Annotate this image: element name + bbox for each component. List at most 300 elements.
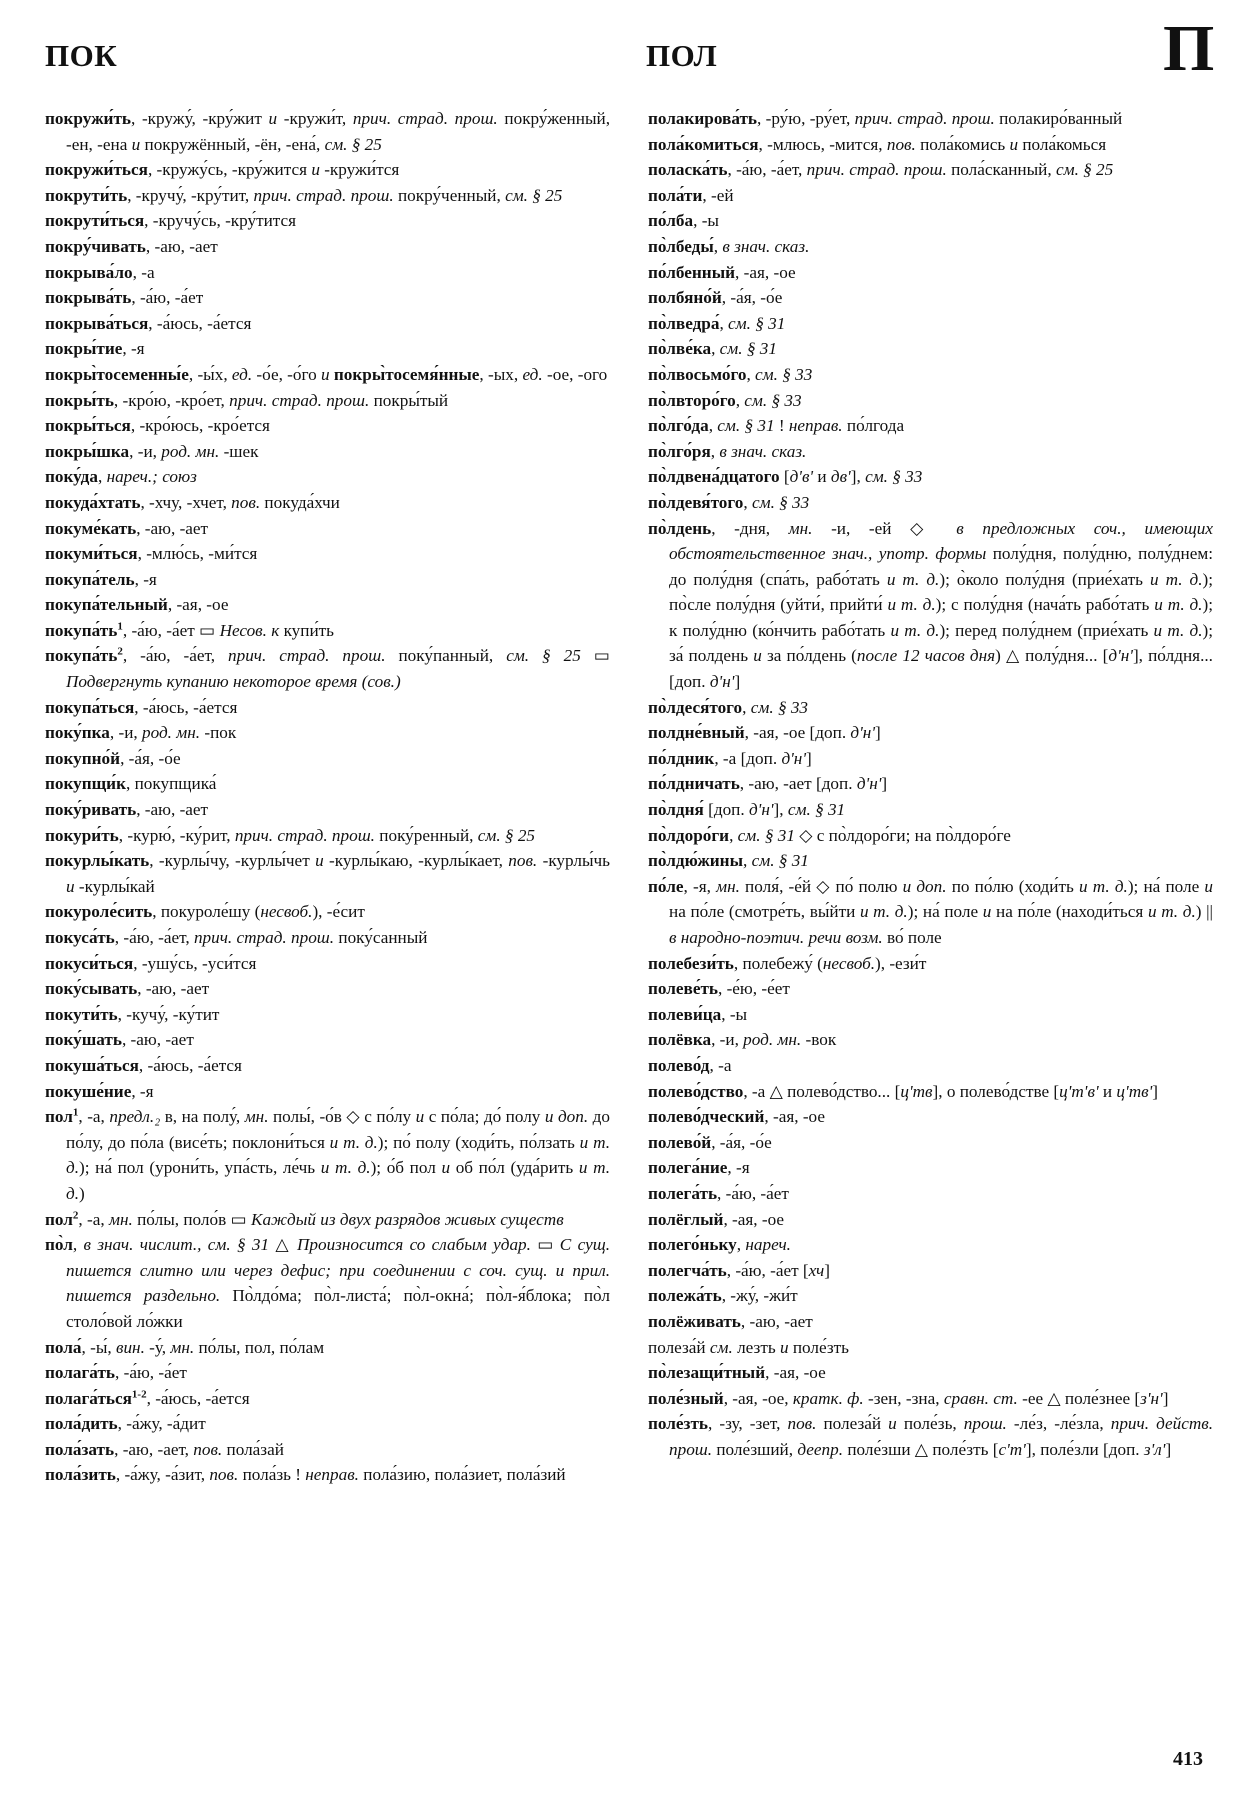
entry-text: , -а́ю, -а́ет <box>131 288 204 308</box>
entry-note: прич. страд. прош. <box>229 390 370 410</box>
dictionary-entry <box>45 388 610 414</box>
entry-text: на по́ле (находи́ться <box>991 902 1148 922</box>
entry-note: прич. страд. прош. <box>234 825 375 845</box>
dictionary-entry <box>45 1053 610 1079</box>
dictionary-entry <box>648 1181 1213 1207</box>
entry-note: нареч.; союз <box>106 467 197 487</box>
entry-note: кратк. ф. <box>792 1388 864 1408</box>
entry-text: , <box>708 416 718 436</box>
dictionary-column-left <box>45 106 610 1488</box>
entry-headword: полага́ть <box>45 1363 115 1383</box>
entry-note: прич. страд. прош. <box>854 109 995 128</box>
dictionary-entry <box>648 951 1213 977</box>
dictionary-entry <box>45 823 610 849</box>
entry-headword: покружи́ться <box>45 160 148 180</box>
entry-text: -ое, -ого <box>542 364 608 384</box>
entry-note: и т. д. <box>1149 569 1203 589</box>
dictionary-entry <box>45 311 610 337</box>
dictionary-entry <box>648 1207 1213 1233</box>
entry-text: -ее △ поле́знее [ <box>1017 1388 1141 1408</box>
entry-note: прич. страд. прош. <box>806 160 947 180</box>
entry-text: , -а́жу, -а́зит, <box>115 1465 210 1485</box>
entry-text: [ <box>779 467 790 487</box>
entry-text: , -хчу, -хчет, <box>140 492 232 512</box>
entry-text: По̀лдо́ма; по̀л-листа́; по̀л-окна́; по̀л-я́блока; по̀л столо́вой ло́жки <box>66 1286 610 1331</box>
entry-text: полакиро́ванный <box>994 109 1123 128</box>
entry-note: см. § 25 <box>324 134 382 154</box>
entry-headword: пол <box>45 1209 73 1229</box>
entry-note: см. § 25 <box>505 185 563 205</box>
entry-headword: покупщи́к <box>45 774 126 794</box>
entry-note: и <box>888 1414 897 1434</box>
entry-text: , -а, <box>78 1209 109 1229</box>
dictionary-entry <box>45 1079 610 1105</box>
entry-text: ] <box>875 723 881 743</box>
entry-headword: покры̀тосемя́нные <box>333 364 480 384</box>
entry-text: , -а́я, -о́е <box>711 1132 772 1152</box>
entry-note: и т. д. <box>887 595 936 615</box>
entry-text: по́лгода <box>842 416 905 436</box>
entry-headword: покуса́ть <box>45 928 115 947</box>
entry-text: , -млю́сь, -ми́тся <box>137 544 258 564</box>
entry-text: пола́зай <box>222 1439 284 1459</box>
entry-text: , -ру́ю, -ру́ет, <box>757 109 855 128</box>
entry-note: и <box>982 902 992 922</box>
dictionary-entry <box>648 1360 1213 1386</box>
entry-text: , -курю́, -ку́рит, <box>118 825 235 845</box>
entry-note: и <box>131 134 141 154</box>
entry-text: , -ая, -ое <box>723 1209 785 1229</box>
entry-text: , -а́ю, -а́ет <box>115 1363 187 1383</box>
entry-text: ); к полу́дню (ко́нчить рабо́тать <box>669 595 1213 640</box>
dictionary-entry <box>45 592 610 618</box>
entry-text: ); на́ пол (урони́ть, упа́сть, ле́чь <box>79 1158 321 1178</box>
dictionary-entry <box>45 1207 610 1233</box>
entry-text: , <box>97 467 107 487</box>
dictionary-entry <box>648 183 1213 209</box>
dictionary-entry <box>648 746 1213 772</box>
entry-text: , -кро́ю, -кро́ет, <box>113 390 230 410</box>
entry-headword: покупа́тель <box>45 569 135 589</box>
entry-text: , -ей <box>702 185 734 205</box>
entry-text: , -а △ полево́дство... [ <box>743 1081 901 1101</box>
dictionary-entry <box>648 1411 1213 1462</box>
entry-text: поля́, -е́й ◇ по́ полю <box>739 876 903 896</box>
entry-note: дʹнʹ <box>781 748 807 768</box>
entry-headword: по́лбенный <box>648 262 736 282</box>
dictionary-entry <box>648 1104 1213 1130</box>
entry-text: поле́зши △ поле́зть [ <box>843 1439 999 1459</box>
entry-text: полеза́й <box>816 1414 889 1434</box>
dictionary-entry <box>45 1232 610 1334</box>
entry-note: зʹлʹ <box>1143 1439 1166 1459</box>
entry-text: , -я <box>727 1158 750 1178</box>
entry-note: род. мн. <box>142 723 201 743</box>
entry-note: в предложных соч., имеющих обстоятельственное знач., употр. формы <box>669 518 1213 564</box>
entry-headword: полёглый <box>648 1209 724 1229</box>
dictionary-entry <box>45 464 610 490</box>
entry-note: см. § 33 <box>865 467 923 487</box>
entry-headword: поку́пка <box>45 723 110 743</box>
entry-note: в народно-поэтич. речи возм. <box>669 928 883 947</box>
entry-headword: по̀лдевя́того <box>648 492 744 512</box>
dictionary-entry <box>45 567 610 593</box>
entry-note: см. § 31 <box>787 800 846 820</box>
dictionary-entry <box>648 823 1213 849</box>
entry-text: , -а, <box>78 1107 110 1127</box>
entry-text: ], <box>773 800 788 820</box>
entry-note: см. <box>709 1337 733 1357</box>
dictionary-entry <box>45 848 610 899</box>
entry-note: в знач. сказ. <box>722 236 810 256</box>
entry-note: и <box>321 364 330 384</box>
entry-text: , <box>710 441 720 461</box>
dictionary-entry <box>45 260 610 286</box>
entry-text: , -а <box>709 1055 732 1075</box>
dictionary-entry <box>648 106 1213 132</box>
entry-text: , покуроле́шу ( <box>152 902 261 922</box>
homonym-index: 2 <box>117 645 123 658</box>
entry-text: -ле́з, -ле́зла, <box>1006 1414 1111 1434</box>
entry-text: , -аю, -ает <box>145 236 218 256</box>
entry-text: ), -е́сит <box>312 902 365 922</box>
entry-text: [доп. <box>703 800 749 820</box>
entry-headword: покупа́тельный <box>45 595 168 615</box>
entry-text: ] <box>734 672 741 692</box>
entry-headword: покуроле́сить <box>45 902 153 922</box>
entry-headword: полега́ть <box>648 1183 718 1203</box>
entry-text: ] <box>1152 1081 1158 1101</box>
entry-note: и т. д. <box>329 1132 378 1152</box>
entry-headword: покути́ть <box>45 1004 118 1024</box>
entry-text: , -кучу́, -ку́тит <box>117 1004 220 1024</box>
dictionary-entry <box>648 720 1213 746</box>
entry-text: , -млюсь, -мится, <box>758 134 887 154</box>
entry-note: дʹнʹ <box>856 774 882 794</box>
entry-text: ], <box>850 467 866 487</box>
entry-text: на по́ле (смотре́ть, вы́йти <box>669 902 860 922</box>
entry-note: и т. д. <box>859 902 908 922</box>
entry-text: , -аю, -ает <box>137 979 210 999</box>
dictionary-entry <box>45 643 610 694</box>
entry-text: -зен, -зна, <box>863 1388 944 1408</box>
entry-headword: покрыва́ло <box>45 262 133 282</box>
entry-note: мн. <box>716 876 740 896</box>
dictionary-entry <box>648 208 1213 234</box>
entry-headword: по̀л <box>45 1235 73 1255</box>
dictionary-entry <box>648 1130 1213 1156</box>
entry-text: , -аю, -ает, <box>114 1439 194 1459</box>
entry-text: , -жу́, -жи́т <box>721 1286 798 1306</box>
entry-headword: полебези́ть <box>648 953 734 973</box>
entry-note: и <box>415 1107 425 1127</box>
entry-headword: покры́ться <box>45 416 131 436</box>
entry-text: полу́дня, полу́дню, полу́днем: до полу́дня (спа́ть, рабо́тать <box>669 544 1213 589</box>
entry-headword: покры́шка <box>45 441 130 461</box>
entry-text: , -а́ю, -а́ет, <box>122 646 229 666</box>
entry-text: лезть <box>732 1337 780 1357</box>
entry-note: род. мн. <box>161 441 220 461</box>
entry-headword: по̀лдня́ <box>648 800 704 820</box>
entry-headword: полево́дческий <box>648 1107 765 1127</box>
entry-headword: поле́зный <box>648 1388 724 1408</box>
entry-text: , <box>743 851 752 871</box>
entry-headword: покурлы́кать <box>45 851 150 871</box>
entry-headword: по́ле <box>648 876 684 896</box>
entry-note: Несов. к <box>219 620 280 640</box>
entry-headword: по̀лго́да <box>648 416 709 436</box>
entry-headword: покрыва́ть <box>45 288 132 308</box>
entry-note: пов. <box>508 851 538 871</box>
entry-headword: полегча́ть <box>648 1260 727 1280</box>
homonym-index: 1 <box>117 620 123 633</box>
homonym-index: 1 <box>72 1106 79 1119</box>
entry-note: прош. <box>963 1414 1007 1434</box>
entry-headword: покуда́хтать <box>45 492 141 512</box>
entry-headword: поку́ривать <box>45 800 137 820</box>
entry-text: покру́женный, -ен, -ена <box>66 109 610 154</box>
entry-headword: покружи́ть <box>45 109 131 128</box>
entry-text: , -а́юсь, -а́ется <box>146 1388 250 1408</box>
dictionary-entry <box>648 1386 1213 1412</box>
entry-note: нареч. <box>745 1235 791 1255</box>
entry-text: покуда́хчи <box>260 492 340 512</box>
entry-note: мн. <box>244 1107 269 1127</box>
entry-note: см. § 31 <box>717 416 775 436</box>
entry-headword: поку́да <box>45 467 98 487</box>
dictionary-entry <box>45 234 610 260</box>
dictionary-entry <box>648 1283 1213 1309</box>
entry-text: ! <box>774 416 789 436</box>
entry-note: род. мн. <box>743 1030 802 1050</box>
entry-note: и <box>753 646 762 666</box>
entry-text: -кружи́т, <box>277 109 353 128</box>
entry-headword: полёживать <box>648 1311 741 1331</box>
dictionary-entry <box>648 490 1213 516</box>
entry-text: ); по́ полу (ходи́ть, по́лзать <box>377 1132 580 1152</box>
entry-headword: покури́ть <box>45 825 119 845</box>
entry-text: , -а́юсь, -а́ется <box>148 313 252 333</box>
entry-note: и т. д. <box>1153 620 1203 640</box>
entry-text: ] <box>824 1260 830 1280</box>
entry-headword: покупа́ть <box>45 620 118 640</box>
entry-text: ], по́лдня... [доп. <box>669 646 1213 692</box>
dictionary-entry <box>648 388 1213 414</box>
entry-text: , <box>735 390 745 410</box>
entry-note: см. § 33 <box>755 364 813 384</box>
dictionary-entry <box>45 183 610 209</box>
dictionary-entry <box>45 746 610 772</box>
entry-text: , -я <box>134 569 157 589</box>
entry-note: дʹнʹ <box>1108 646 1133 666</box>
entry-note: Каждый из двух разрядов живых существ <box>251 1209 564 1229</box>
entry-note: пов. <box>193 1439 223 1459</box>
entry-text: , -аю, -ает <box>136 800 209 820</box>
dictionary-entry <box>45 925 610 951</box>
entry-headword: поку́сывать <box>45 979 138 999</box>
entry-note: и доп. <box>544 1107 589 1127</box>
entry-text: пола́комись <box>915 134 1010 154</box>
entry-text: купи́ть <box>279 620 335 640</box>
dictionary-entry <box>648 771 1213 797</box>
entry-note: пов. <box>209 1465 239 1485</box>
dictionary-entry <box>648 695 1213 721</box>
entry-text: ); с полу́дня (нача́ть рабо́тать <box>935 595 1155 615</box>
entry-text: ], о полево́дстве [ <box>932 1081 1060 1101</box>
entry-headword: пола́ <box>45 1337 82 1357</box>
entry-note: несвоб. <box>822 953 876 973</box>
entry-text: , -ая, -ое [доп. <box>744 723 851 743</box>
entry-headword: по̀лве́ка <box>648 339 712 359</box>
entry-text: по́лы, пол, по́лам <box>194 1337 325 1357</box>
dictionary-entry <box>45 1335 610 1361</box>
entry-headword: покру́чивать <box>45 236 146 256</box>
entry-headword: поку́шать <box>45 1030 122 1050</box>
dictionary-entry <box>45 1104 610 1206</box>
dictionary-entry <box>648 797 1213 823</box>
entry-note: и <box>1204 876 1213 896</box>
dictionary-entry <box>45 976 610 1002</box>
entry-text: , -аю, -ает <box>740 1311 813 1331</box>
entry-headword: по̀лвосьмо́го <box>648 364 747 384</box>
entry-text: , -ая, -ое <box>167 595 229 615</box>
entry-note: см. § 33 <box>750 697 809 717</box>
entry-note: ед. <box>231 364 253 384</box>
entry-text: ] <box>1162 1388 1169 1408</box>
entry-headword: пола́ти <box>648 185 703 205</box>
entry-headword: по̀лдю́жины <box>648 851 744 871</box>
entry-text: поле́зший, <box>712 1439 798 1459</box>
entry-text: ); о́б пол <box>370 1158 442 1178</box>
entry-headword: покуми́ться <box>45 544 138 564</box>
entry-text: -и, -ей ◇ <box>812 518 957 538</box>
entry-text: пола́зию, пола́зиет, пола́зий <box>358 1465 566 1485</box>
entry-text: покры́тый <box>369 390 449 410</box>
dictionary-entry <box>45 336 610 362</box>
entry-headword: покры́ть <box>45 390 114 410</box>
entry-note: и <box>311 160 320 180</box>
entry-headword: полага́ться <box>45 1388 132 1408</box>
dictionary-entry <box>648 311 1213 337</box>
entry-note: см. § 31 <box>737 825 795 845</box>
entry-text: , полебежу́ ( <box>733 953 823 973</box>
dictionary-entry <box>648 848 1213 874</box>
entry-headword: покуси́ться <box>45 953 134 973</box>
entry-text: , -а́юсь, -а́ется <box>134 697 238 717</box>
entry-text: ◇ с по̀лдоро́ги; на по̀лдоро́ге <box>794 825 1011 845</box>
homonym-index: 1-2 <box>131 1387 147 1400</box>
dictionary-entry <box>45 516 610 542</box>
dictionary-entry <box>45 106 610 157</box>
entry-note: хч <box>808 1260 825 1280</box>
entry-text: , -я, <box>683 876 717 896</box>
entry-note: и т. д. <box>890 620 940 640</box>
entry-text: , -е́ю, -е́ет <box>717 979 790 999</box>
entry-note: прич. страд. прош. <box>253 185 394 205</box>
entry-text: ] <box>881 774 888 794</box>
entry-note: дʹнʹ <box>709 672 735 692</box>
entry-note: и <box>441 1158 451 1178</box>
dictionary-entry <box>648 874 1213 951</box>
entry-text: , -ы́х, <box>188 364 232 384</box>
entry-headword: по́лба <box>648 211 694 231</box>
entry-headword: пола́комиться <box>648 134 759 154</box>
entry-text: во́ поле <box>882 928 942 947</box>
entry-text: полеза́й <box>648 1337 710 1357</box>
entry-note: дʹнʹ <box>850 723 875 743</box>
entry-text: , -курлы́чу, -курлы́чет <box>149 851 316 871</box>
entry-text: в, на полу́, <box>160 1107 245 1127</box>
dictionary-entry <box>45 208 610 234</box>
entry-headword: покупа́ть <box>45 646 118 666</box>
entry-headword: покуше́ние <box>45 1081 132 1101</box>
entry-headword: по̀лдвена́дцатого <box>648 467 780 487</box>
dictionary-entry <box>45 362 610 388</box>
entry-note: дʹвʹ <box>789 467 814 487</box>
entry-note: и доп. <box>902 876 947 896</box>
entry-text: покружённый, -ён, -ена́, <box>140 134 325 154</box>
entry-note: см. § 31 <box>728 313 786 333</box>
entry-text: и <box>813 467 831 487</box>
entry-text: , -кружу́сь, -кру́жится <box>147 160 312 180</box>
entry-headword: покры̀тосеменны́е <box>45 364 189 384</box>
entry-text: , <box>729 825 738 845</box>
entry-headword: покуша́ться <box>45 1055 139 1075</box>
dictionary-entry <box>45 1386 610 1412</box>
dictionary-entry <box>45 951 610 977</box>
entry-note: деепр. <box>797 1439 844 1459</box>
entry-headword: по̀лбеды́ <box>648 236 714 256</box>
entry-text: -о́е, -о́го <box>252 364 322 384</box>
entry-headword: полега́ние <box>648 1158 728 1178</box>
dictionary-entry <box>648 285 1213 311</box>
entry-headword: полеви́ца <box>648 1004 722 1024</box>
entry-note: и <box>1009 134 1019 154</box>
entry-text: , <box>742 697 751 717</box>
dictionary-entry <box>648 516 1213 695</box>
entry-note: и т. д. <box>1079 876 1128 896</box>
entry-text: пола́комься <box>1018 134 1107 154</box>
entry-note: и т. д. <box>66 1132 610 1178</box>
entry-note: пов. <box>886 134 916 154</box>
entry-text: ); на́ поле <box>907 902 983 922</box>
dictionary-entry <box>45 771 610 797</box>
entry-text: -кружи́тся <box>319 160 400 180</box>
entry-headword: по̀лго́ря <box>648 441 711 461</box>
dictionary-entry <box>648 1079 1213 1105</box>
entry-text: , -я <box>122 339 145 359</box>
entry-text: , -а́юсь, -а́ется <box>138 1055 242 1075</box>
entry-text: до по́лу, до по́ла (висе́ть; поклони́ться <box>66 1107 610 1152</box>
entry-text: ) || <box>1195 902 1213 922</box>
entry-note: вин. <box>115 1337 145 1357</box>
entry-text: , -кручу́, -кру́тит, <box>127 185 254 205</box>
entry-note: и <box>779 1337 789 1357</box>
entry-note: прич. страд. прош. <box>228 646 386 666</box>
entry-text: , -аю, -ает <box>121 1030 194 1050</box>
dictionary-entry <box>45 1462 610 1488</box>
dictionary-entry <box>45 439 610 465</box>
entry-text: , -а́жу, -а́дит <box>117 1414 206 1434</box>
entry-text: , -а́я, -о́е <box>120 748 181 768</box>
entry-headword: полакирова́ть <box>648 109 757 128</box>
dictionary-column-right <box>648 106 1213 1462</box>
entry-headword: по̀лвторо́го <box>648 390 736 410</box>
dictionary-entry <box>45 490 610 516</box>
entry-note: дʹнʹ <box>748 800 774 820</box>
entry-text: ) <box>79 1183 85 1203</box>
entry-text: -пок <box>200 723 237 743</box>
